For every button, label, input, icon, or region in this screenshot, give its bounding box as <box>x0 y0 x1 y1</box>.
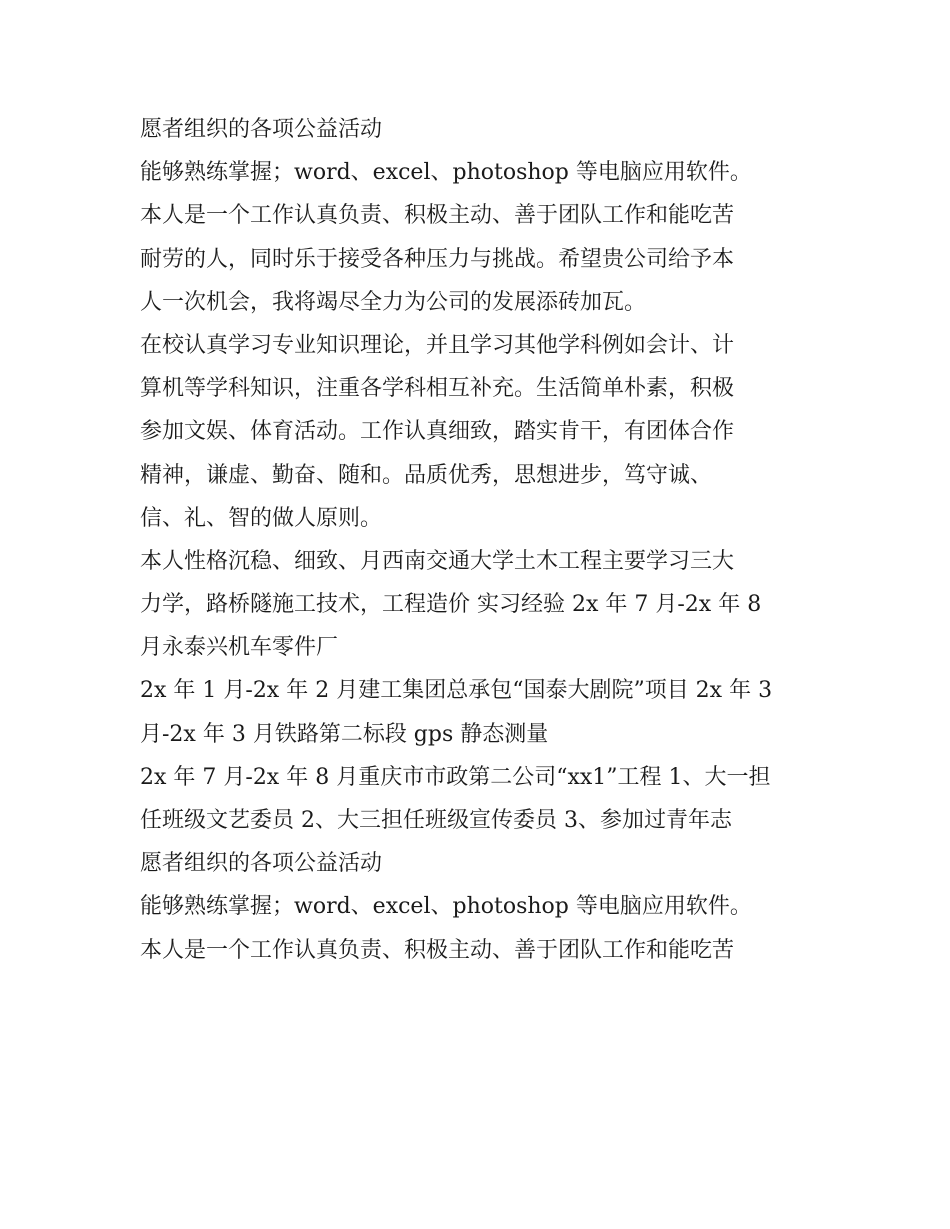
text-line: 能够熟练掌握；word、excel、photoshop 等电脑应用软件。 <box>140 160 752 186</box>
text-line: 愿者组织的各项公益活动 <box>140 851 383 877</box>
text-line: 信、礼、智的做人原则。 <box>140 505 383 531</box>
text-line: 算机等学科知识，注重各学科相互补充。生活简单朴素，积极 <box>140 376 735 402</box>
text-line: 愿者组织的各项公益活动 <box>140 117 383 142</box>
text-line: 2x 年 1 月-2x 年 2 月建工集团总承包“国泰大剧院”项目 2x 年 3 <box>140 678 773 704</box>
text-line: 任班级文艺委员 2、大三担任班级宣传委员 3、参加过青年志 <box>140 808 732 833</box>
text-line: 精神，谦虚、勤奋、随和。品质优秀，思想进步，笃守诚、 <box>140 462 713 488</box>
text-line: 人一次机会，我将竭尽全力为公司的发展添砖加瓦。 <box>140 289 647 315</box>
text-line: 月-2x 年 3 月铁路第二标段 gps 静态测量 <box>140 721 549 747</box>
text-line: 2x 年 7 月-2x 年 8 月重庆市市政第二公司“xx1”工程 1、大一担 <box>140 764 771 790</box>
text-line: 本人性格沉稳、细致、月西南交通大学土木工程主要学习三大 <box>140 548 735 574</box>
text-line: 力学，路桥隧施工技术，工程造价 实习经验 2x 年 7 月-2x 年 8 <box>140 592 762 618</box>
text-line: 能够熟练掌握；word、excel、photoshop 等电脑应用软件。 <box>140 894 752 920</box>
text-line: 参加文娱、体育活动。工作认真细致，踏实肯干，有团体合作 <box>140 419 735 445</box>
text-line: 月永泰兴机车零件厂 <box>140 635 339 661</box>
text-line: 本人是一个工作认真负责、积极主动、善于团队工作和能吃苦 <box>140 937 735 963</box>
text-line: 本人是一个工作认真负责、积极主动、善于团队工作和能吃苦 <box>140 203 735 229</box>
text-line: 在校认真学习专业知识理论，并且学习其他学科例如会计、计 <box>140 332 735 358</box>
text-line: 耐劳的人，同时乐于接受各种压力与挑战。希望贵公司给予本 <box>140 246 735 272</box>
document-body <box>140 108 820 972</box>
